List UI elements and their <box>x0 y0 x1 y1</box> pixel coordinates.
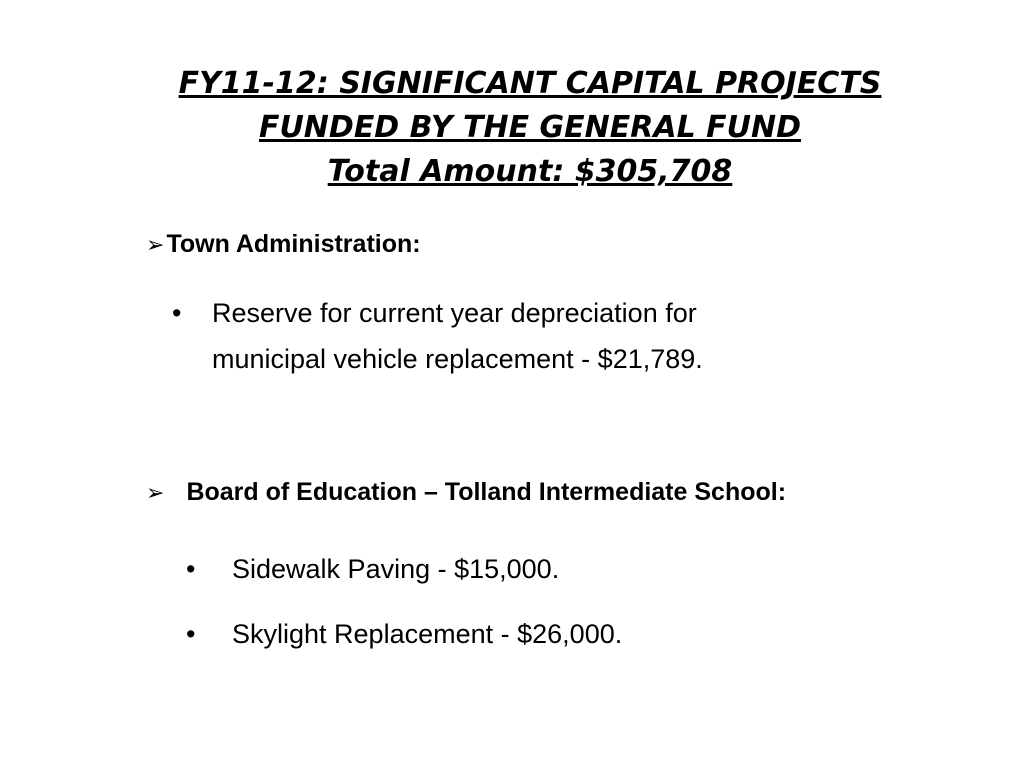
title-total-amount: Total Amount: $305,708 <box>327 154 733 189</box>
section-heading-text: Town Administration: <box>166 230 421 258</box>
arrow-bullet-icon: ➢ <box>146 481 165 506</box>
slide-title <box>60 62 1000 194</box>
section-heading-board-of-education <box>146 478 786 507</box>
list-item-sidewalk-paving: Sidewalk Paving - $15,000. <box>232 554 560 584</box>
list-item-vehicle-reserve <box>212 290 703 382</box>
title-line-2: FUNDED BY THE GENERAL FUND <box>258 110 802 145</box>
list-item-text-line-2: municipal vehicle replacement - $21,789. <box>212 344 703 374</box>
section-heading-town-administration <box>146 230 421 259</box>
bullet-dot-icon: • <box>172 298 182 328</box>
bullet-dot-icon: • <box>186 619 196 649</box>
arrow-bullet-icon: ➢ <box>146 233 165 258</box>
section-heading-text: Board of Education – Tolland Intermediate School: <box>186 478 787 506</box>
title-line-1: FY11-12: SIGNIFICANT CAPITAL PROJECTS <box>178 66 882 101</box>
list-item-text-line-1: Reserve for current year depreciation for <box>212 298 697 328</box>
list-item-skylight-replacement: Skylight Replacement - $26,000. <box>232 619 623 649</box>
bullet-dot-icon: • <box>186 554 196 584</box>
